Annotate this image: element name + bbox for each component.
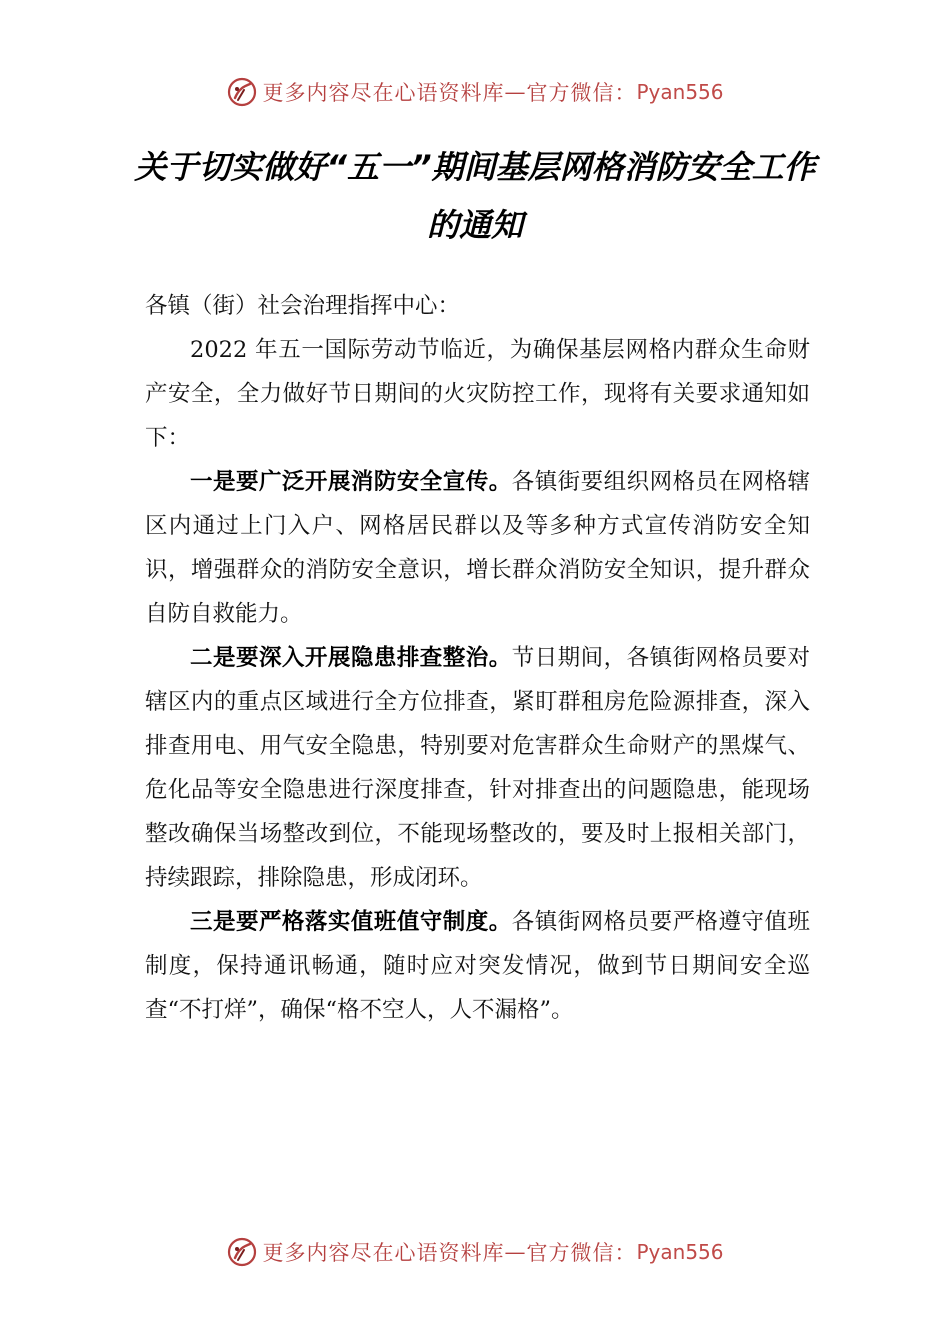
section-lead-3: 三是要严格落实值班值守制度。 (190, 909, 512, 935)
logo-icon (226, 1236, 258, 1268)
section-body-3: 各镇街网格员要严格遵守值班制度，保持通讯畅通，随时应对突发情况，做到节日期间安全巡查“不打烊”，确保“格不空人，人不漏格”。 (145, 909, 810, 1023)
intro-paragraph: 2022 年五一国际劳动节临近，为确保基层网格内群众生命财产安全，全力做好节日期间的火灾防控工作，现将有关要求通知如下： (145, 337, 810, 451)
footer-watermark-banner (0, 1232, 950, 1272)
banner-dash: — (504, 80, 527, 104)
section-paragraph-2 (145, 636, 810, 900)
banner-wechat-label: 官方微信： (526, 81, 637, 105)
document-title: 关于切实做好“五一”期间基层网格消防安全工作的通知 (134, 148, 816, 244)
banner-wechat-id: Pyan556 (636, 80, 724, 104)
banner-dash: — (504, 1240, 527, 1264)
section-lead-1: 一是要广泛开展消防安全宣传。 (190, 469, 512, 495)
section-body-2: 节日期间，各镇街网格员要对辖区内的重点区域进行全方位排查，紧盯群租房危险源排查，深入排查用电、用气安全隐患，特别要对危害群众生命财产的黑煤气、危化品等安全隐患进行深度排查，针对排查出的问题隐患，能现场整改确保当场整改到位，不能现场整改的，要及时上报相关部门，持续跟踪，排除隐患，形成闭环。 (145, 645, 810, 891)
banner-wechat-label: 官方微信： (526, 1241, 637, 1265)
salutation: 各镇（街）社会治理指挥中心： (145, 293, 461, 319)
banner-wechat-id: Pyan556 (636, 1240, 724, 1264)
section-body-1: 各镇街要组织网格员在网格辖区内通过上门入户、网格居民群以及等多种方式宣传消防安全知识，增强群众的消防安全意识，增长群众消防安全知识，提升群众自防自救能力。 (145, 469, 810, 627)
header-watermark-banner (0, 72, 950, 112)
section-lead-2: 二是要深入开展隐患排查整治。 (190, 645, 512, 671)
section-paragraph-1 (145, 460, 810, 636)
document-body (145, 284, 810, 1032)
banner-main-text: 更多内容尽在心语资料库 (262, 1241, 505, 1265)
section-paragraph-3 (145, 900, 810, 1032)
logo-icon (226, 76, 258, 108)
banner-main-text: 更多内容尽在心语资料库 (262, 81, 505, 105)
